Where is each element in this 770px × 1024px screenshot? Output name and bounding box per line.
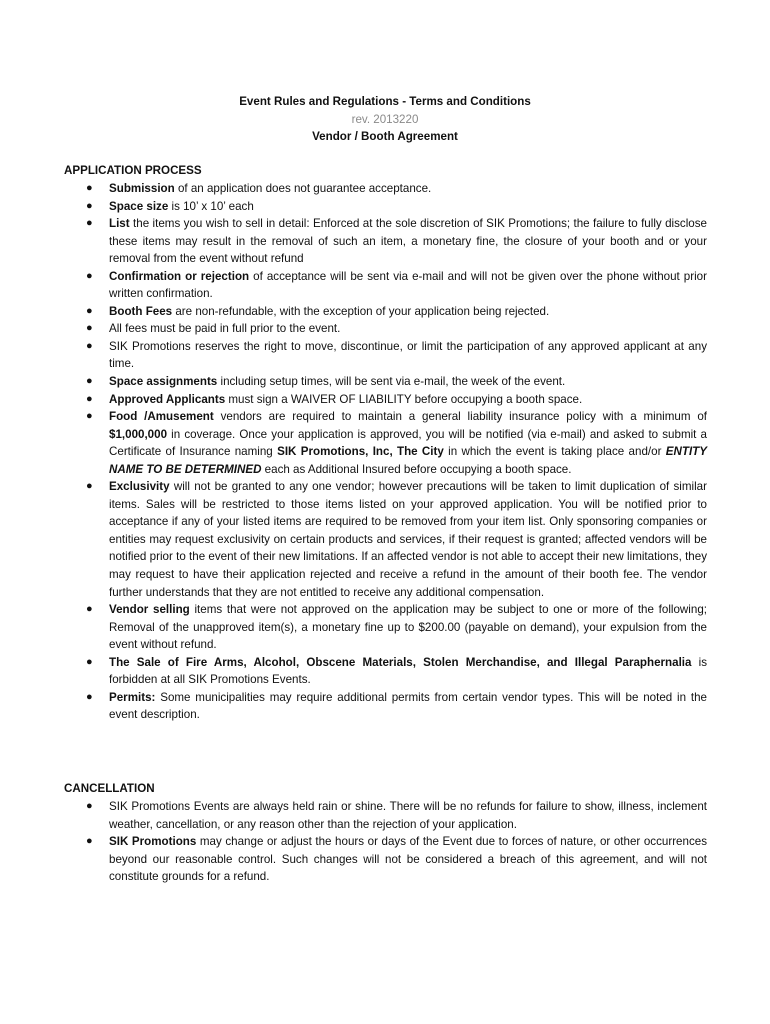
list-item-text: List (109, 217, 130, 231)
bullet-icon: ● (86, 199, 93, 212)
list-item (0, 338, 770, 373)
list-item-text: items that were not approved on the application may be subject to one or more of the following; Removal of the unapproved item(s), a monetary fine up to $200.00 (payable on demand), your expulsion from the event without refund. (109, 603, 707, 652)
section-heading-application-process: APPLICATION PROCESS (64, 164, 202, 177)
bullet-icon: ● (86, 603, 93, 616)
list-item-text: Permits: (109, 690, 156, 704)
bullet-icon: ● (86, 339, 93, 352)
list-item-text: Food /Amusement (109, 410, 214, 424)
list-item (0, 654, 770, 689)
list-item-text: are non-refundable, with the exception of your application being rejected. (172, 304, 550, 318)
list-item (0, 303, 770, 321)
list-item (0, 215, 770, 268)
list-item (0, 689, 770, 724)
list-item (0, 198, 770, 216)
section-heading-cancellation: CANCELLATION (64, 782, 155, 795)
list-item-text: is 10’ x 10’ each (168, 199, 254, 213)
application-process-list (0, 180, 770, 724)
list-item-text: vendors are required to maintain a general liability insurance policy with a minimum of (213, 410, 707, 424)
bullet-icon: ● (86, 182, 93, 194)
list-item (0, 391, 770, 409)
list-item-text: of acceptance will be sent via e-mail and will not be given over the phone without prior written confirmation. (109, 269, 707, 301)
list-item-text: in coverage. Once your application is approved, you will be notified (via e-mail) and asked to submit a Certificate of Insurance naming (109, 427, 707, 459)
list-item-text: must sign a WAIVER OF LIABILITY before occupying a booth space. (225, 392, 583, 406)
bullet-icon: ● (86, 269, 93, 282)
list-item-text: Booth Fees (109, 304, 173, 318)
list-item-text: SIK Promotions Events are always held rain or shine. There will be no refunds for failure to show, illness, inclement weather, cancellation, or any reason other than the rejection of your application. (109, 800, 707, 831)
list-item-text: Approved Applicants (109, 392, 226, 406)
list-item (0, 601, 770, 654)
list-item-text: SIK Promotions reserves the right to move, discontinue, or limit the participation of any approved applicant at any time. (109, 339, 707, 371)
bullet-icon: ● (86, 655, 93, 668)
list-item (0, 833, 770, 886)
list-item-text: Some municipalities may require additional permits from certain vendor types. This will be noted in the event description. (109, 690, 707, 722)
list-item-text: Space size (109, 199, 169, 213)
list-item-text: Exclusivity (109, 480, 170, 494)
bullet-icon: ● (86, 835, 93, 848)
list-item-text: each as Additional Insured before occupying a booth space. (261, 462, 572, 476)
list-item-text: Confirmation or rejection (109, 269, 250, 283)
list-item-text: SIK Promotions (109, 835, 197, 849)
list-item-text: Submission (109, 182, 175, 195)
list-item (0, 268, 770, 303)
list-item (0, 478, 770, 601)
bullet-icon: ● (86, 322, 93, 335)
bullet-icon: ● (86, 392, 93, 405)
list-item (0, 373, 770, 391)
list-item-text: the items you wish to sell in detail: Enforced at the sole discretion of SIK Promotions; the failure to fully disclose these items may result in the removal of such an item, a monetary fine, the closure of your booth and or your removal from the event without refund (109, 217, 707, 266)
list-item (0, 798, 770, 833)
list-item-text: The Sale of Fire Arms, Alcohol, Obscene Materials, Stolen Merchandise, and Illegal Paraphernalia (109, 655, 692, 669)
list-item (0, 180, 770, 198)
list-item (0, 408, 770, 478)
bullet-icon: ● (86, 304, 93, 317)
document-title: Event Rules and Regulations - Terms and Conditions (239, 95, 531, 108)
list-item-text: ENTITY NAME TO BE DETERMINED (109, 445, 707, 476)
list-item-text: in which the event is taking place and/or (443, 445, 666, 459)
bullet-icon: ● (86, 375, 93, 388)
bullet-icon: ● (86, 217, 93, 230)
list-item-text: Space assignments (109, 375, 218, 389)
document-header (0, 93, 770, 146)
list-item-text: All fees must be paid in full prior to the event. (109, 322, 341, 336)
revision-label: rev. 2013220 (351, 112, 419, 126)
bullet-icon: ● (86, 480, 93, 493)
list-item-text: may change or adjust the hours or days of the Event due to forces of nature, or other occurrences beyond our reasonable control. Such changes will not be considered a breach of this agreement, and will not constitute grounds for a refund. (109, 835, 707, 884)
list-item-text: including setup times, will be sent via e-mail, the week of the event. (217, 375, 566, 389)
list-item-text: SIK Promotions, Inc, The City (277, 445, 444, 459)
list-item-text: $1,000,000 (109, 427, 168, 441)
document-subtitle: Vendor / Booth Agreement (312, 130, 458, 143)
list-item-text: Vendor selling (109, 603, 190, 617)
list-item (0, 320, 770, 338)
bullet-icon: ● (86, 690, 93, 703)
list-item-text: of an application does not guarantee acceptance. (174, 182, 432, 195)
list-item-text: is forbidden at all SIK Promotions Events. (109, 655, 708, 687)
bullet-icon: ● (86, 410, 93, 423)
bullet-icon: ● (86, 800, 93, 812)
cancellation-list (0, 798, 770, 886)
list-item-text: will not be granted to any one vendor; however precautions will be taken to limit duplication of similar items. Sales will be restricted to those items listed on your approved application. You will be notified prior to acceptance if any of your listed items are required to be removed from your item list. Only sponsoring companies or entities may request exclusivity on certain products and services, if their request is granted; affected vendors will be notified prior to the event of their new limitations. If an affected vendor is not able to accept their new limitations, they may request to have their application rejected and receive a refund in the amount of their booth fee. The vendor further understands that they are not entitled to receive any additional compensation. (109, 480, 707, 599)
